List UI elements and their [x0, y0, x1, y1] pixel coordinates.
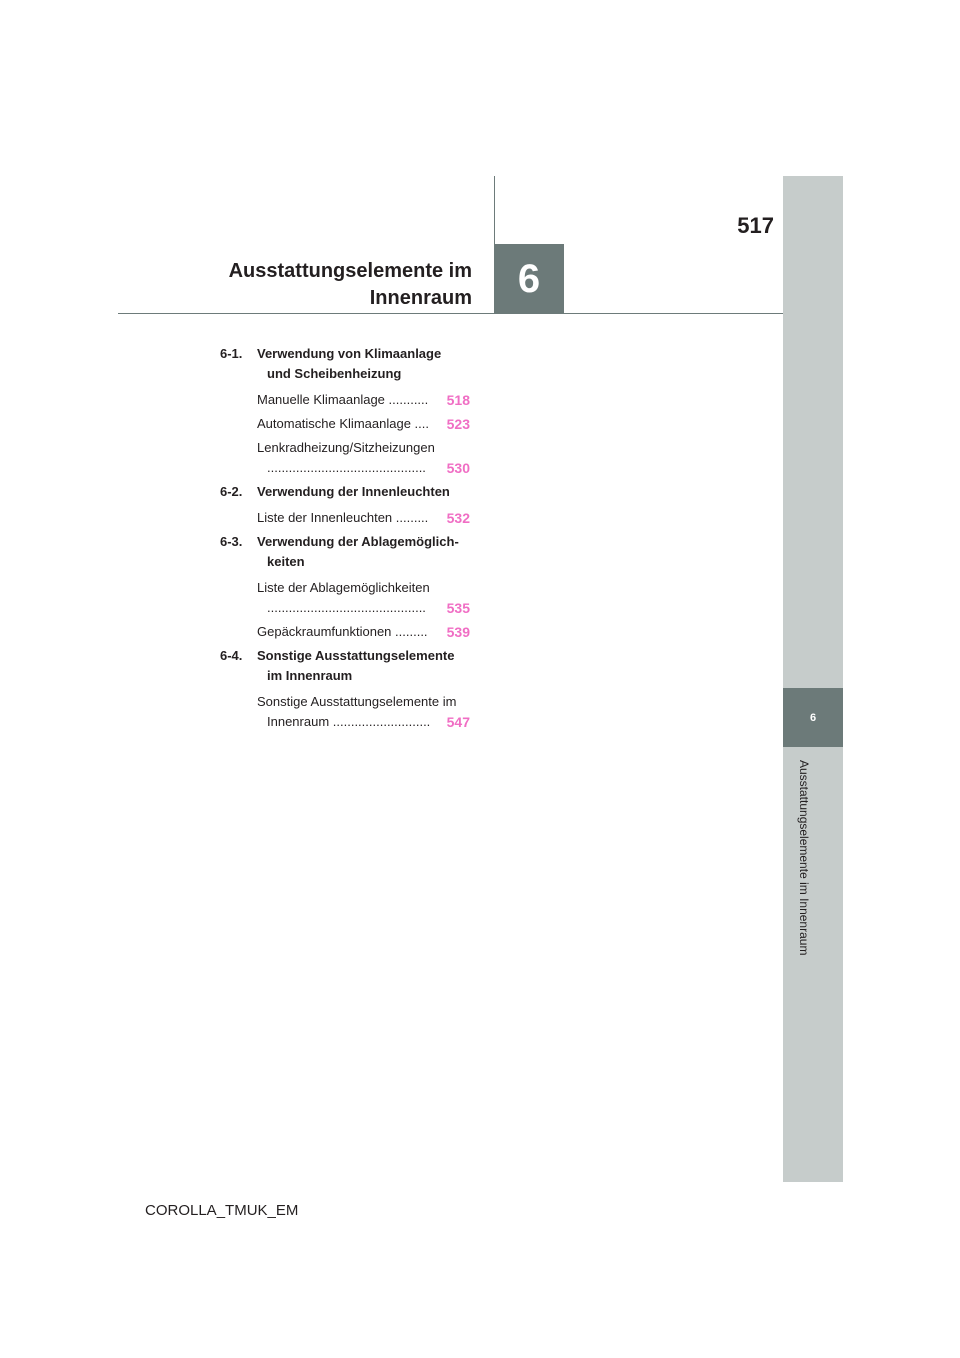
- header-horizontal-rule: [118, 313, 783, 314]
- section-title-line1: Verwendung der Ablagemöglich-: [257, 534, 459, 549]
- entry-label: Lenkradheizung/Sitzheizungen: [257, 440, 435, 455]
- section-title-line2: im Innenraum: [267, 668, 353, 683]
- page-link[interactable]: 535: [446, 600, 470, 616]
- entry-label: Liste der Innenleuchten: [257, 510, 393, 525]
- section-title-line2: und Scheibenheizung: [267, 366, 402, 381]
- leader-dots: ...........: [384, 392, 429, 407]
- chapter-title: [180, 258, 472, 312]
- section-title-line1: Sonstige Ausstattungselemente: [257, 648, 455, 663]
- page-number: 517: [737, 213, 774, 238]
- leader-dots: ............................................: [267, 600, 426, 615]
- leader-dots: ...........................: [329, 714, 431, 729]
- entry-label: Gepäckraumfunktionen: [257, 624, 392, 639]
- leader-dots: .........: [392, 510, 429, 525]
- side-chapter-tab[interactable]: 6: [783, 688, 843, 747]
- toc-entry-innenleuchten[interactable]: [257, 508, 470, 528]
- page-link[interactable]: 530: [446, 460, 470, 476]
- side-thumb-strip: [783, 176, 843, 1182]
- toc-section-6-1: [220, 344, 470, 384]
- entry-label-cont: Innenraum: [267, 714, 330, 729]
- entry-label: Automatische Klimaanlage: [257, 416, 411, 431]
- toc-entry-lenkradheizung[interactable]: [257, 438, 470, 478]
- toc-entry-automatische-klimaanlage[interactable]: [257, 414, 470, 434]
- page-link[interactable]: 539: [446, 624, 470, 640]
- section-title-line1: Verwendung der Innenleuchten: [257, 484, 450, 499]
- leader-dots: ....: [410, 416, 429, 431]
- leader-dots: .........: [391, 624, 428, 639]
- document-code-footer: COROLLA_TMUK_EM: [145, 1202, 299, 1219]
- page-link[interactable]: 523: [446, 416, 470, 432]
- entry-label: Manuelle Klimaanlage: [257, 392, 385, 407]
- section-number: 6-3.: [220, 534, 243, 549]
- side-chapter-label: Ausstattungselemente im Innenraum: [797, 760, 811, 956]
- toc-entry-manuelle-klimaanlage[interactable]: [257, 390, 470, 410]
- chapter-title-line2: Innenraum: [369, 287, 472, 309]
- section-number: 6-4.: [220, 648, 243, 663]
- leader-dots: ............................................: [267, 460, 426, 475]
- toc-entry-ablagemoeglichkeiten[interactable]: [257, 578, 470, 618]
- entry-label: Sonstige Ausstattungselemente im: [257, 694, 457, 709]
- page-link[interactable]: 518: [446, 392, 470, 408]
- section-number: 6-1.: [220, 346, 243, 361]
- table-of-contents: [220, 344, 470, 736]
- chapter-title-line1: Ausstattungselemente im: [228, 260, 472, 282]
- toc-section-6-2: [220, 482, 470, 502]
- page-link[interactable]: 547: [446, 714, 470, 730]
- section-title-line2: keiten: [267, 554, 305, 569]
- page-link[interactable]: 532: [446, 510, 470, 526]
- toc-section-6-3: [220, 532, 470, 572]
- toc-section-6-4: [220, 646, 470, 686]
- entry-label: Liste der Ablagemöglichkeiten: [257, 580, 430, 595]
- chapter-number-tab: 6: [494, 244, 564, 314]
- section-title-line1: Verwendung von Klimaanlage: [257, 346, 442, 361]
- toc-entry-gepaeckraumfunktionen[interactable]: [257, 622, 470, 642]
- toc-entry-sonstige-ausstattungselemente[interactable]: [257, 692, 470, 732]
- section-number: 6-2.: [220, 484, 243, 499]
